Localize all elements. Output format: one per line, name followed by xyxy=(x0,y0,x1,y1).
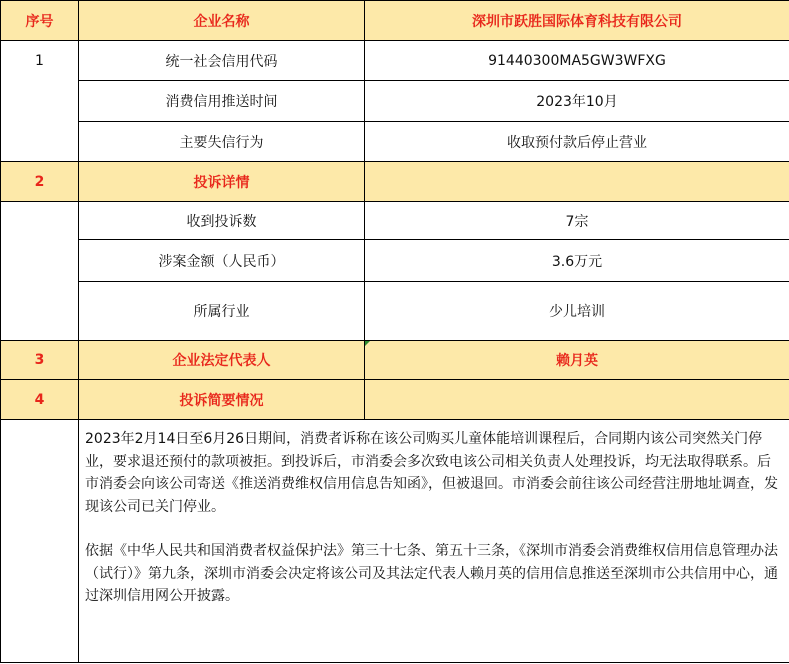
summary-paragraph: 2023年2月14日至6月26日期间，消费者诉称在该公司购买儿童体能培训课程后，合同期内该公司突然关门停业，要求退还预付的款项被拒。到投诉后，市消委会多次致电该公司相关负责人处理投诉，均无法取得联系。后市消委会向该公司寄送《推送消费维权信用信息告知函》，但被退回。市消委会前往该公司经营注册地址调查，发现该公司已关门停业。 xyxy=(85,431,778,515)
row-label: 主要失信行为 xyxy=(79,122,365,162)
header-company-name: 深圳市跃胜国际体育科技有限公司 xyxy=(365,1,789,41)
row-value: 91440300MA5GW3WFXG xyxy=(365,41,789,81)
table-row xyxy=(1,282,789,341)
section-seq: 2 xyxy=(1,162,79,202)
section-label: 企业法定代表人 xyxy=(79,341,365,380)
row-value: 少儿培训 xyxy=(365,282,789,341)
complaint-summary xyxy=(79,420,789,663)
seq-cell xyxy=(1,420,79,663)
row-value: 3.6万元 xyxy=(365,240,789,282)
row-value: 7宗 xyxy=(365,202,789,240)
row-label: 消费信用推送时间 xyxy=(79,81,365,122)
seq-cell: 1 xyxy=(1,41,79,162)
section-seq: 3 xyxy=(1,341,79,380)
section-row xyxy=(1,162,789,202)
table-row xyxy=(1,41,789,81)
row-value: 收取预付款后停止营业 xyxy=(365,122,789,162)
section-row xyxy=(1,341,789,380)
seq-cell xyxy=(1,202,79,341)
header-company-label: 企业名称 xyxy=(79,1,365,41)
legal-representative-value: 赖月英 xyxy=(365,341,789,380)
section-value xyxy=(365,380,789,420)
row-label: 所属行业 xyxy=(79,282,365,341)
table-row xyxy=(1,202,789,240)
row-label: 收到投诉数 xyxy=(79,202,365,240)
row-label: 统一社会信用代码 xyxy=(79,41,365,81)
section-row xyxy=(1,380,789,420)
table-row xyxy=(1,240,789,282)
header-seq: 序号 xyxy=(1,1,79,41)
row-label: 涉案金额（人民币） xyxy=(79,240,365,282)
section-seq: 4 xyxy=(1,380,79,420)
table-row xyxy=(1,81,789,122)
header-row xyxy=(1,1,789,41)
row-value: 2023年10月 xyxy=(365,81,789,122)
section-label: 投诉简要情况 xyxy=(79,380,365,420)
basis-paragraph: 依据《中华人民共和国消费者权益保护法》第三十七条、第五十三条，《深圳市消委会消费维权信用信息管理办法（试行）》第九条，深圳市消委会决定将该公司及其法定代表人赖月英的信用信息推送至深圳市公共信用中心，通过深圳信用网公开披露。 xyxy=(85,543,778,604)
section-value xyxy=(365,162,789,202)
section-label: 投诉详情 xyxy=(79,162,365,202)
table-row xyxy=(1,122,789,162)
narrative-row xyxy=(1,420,789,663)
